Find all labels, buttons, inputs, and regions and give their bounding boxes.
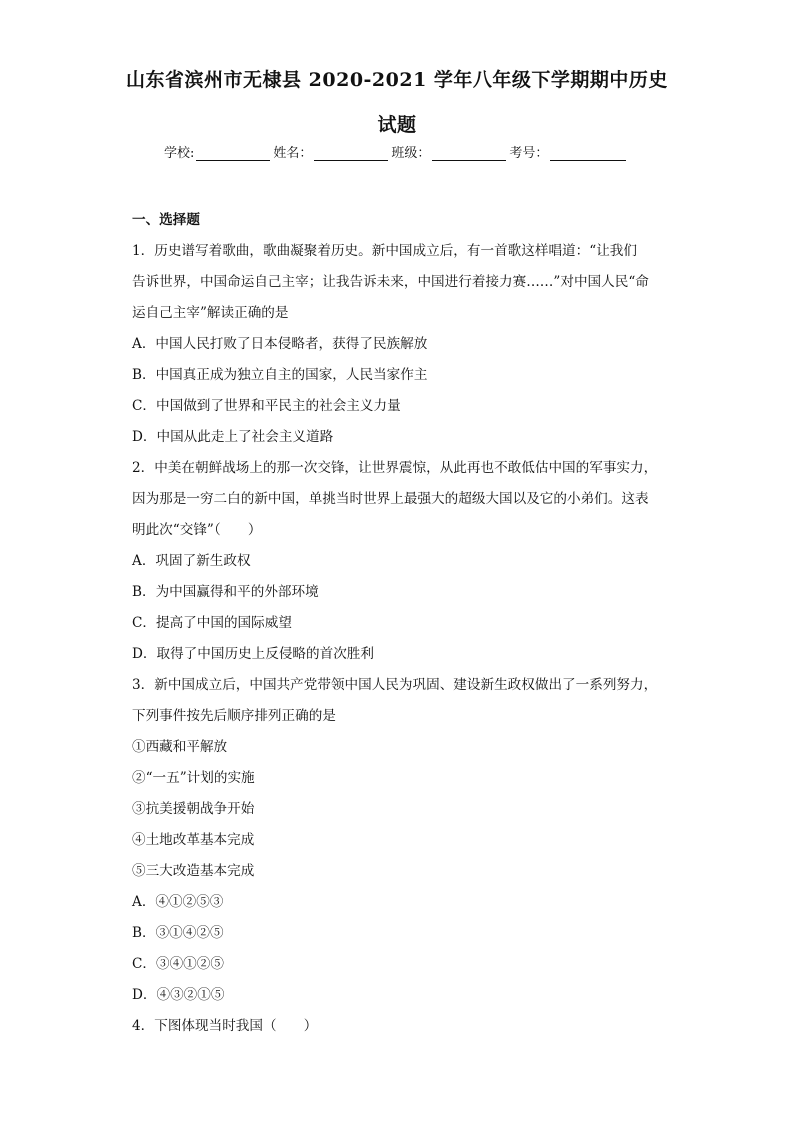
question-1: [132, 236, 672, 453]
question-3-option-b[interactable]: B．③①④②⑤: [132, 925, 224, 941]
question-3-stem-line: 3．新中国成立后，中国共产党带领中国人民为巩固、建设新生政权做出了一系列努力，: [132, 677, 658, 693]
question-3-option-a[interactable]: A．④①②⑤③: [132, 894, 224, 910]
question-1-option-c[interactable]: C．中国做到了世界和平民主的社会主义力量: [132, 398, 401, 414]
question-3-option-d[interactable]: D．④③②①⑤: [132, 987, 225, 1003]
question-4-stem-line: 4．下图体现当时我国（ ）: [132, 1018, 318, 1034]
question-1-stem-line: 1．历史谱写着歌曲，歌曲凝聚着历史。新中国成立后，有一首歌这样唱道：“让我们: [132, 243, 637, 259]
question-1-stem-line: 运自己主宰”解读正确的是: [132, 305, 289, 321]
name-blank[interactable]: [314, 146, 388, 161]
class-blank[interactable]: [432, 146, 506, 161]
question-1-option-b[interactable]: B．中国真正成为独立自主的国家，人民当家作主: [132, 367, 428, 383]
question-3-event-item: ②“一五”计划的实施: [132, 770, 255, 786]
question-3-event-item: ⑤三大改造基本完成: [132, 863, 255, 879]
name-label: 姓名：: [273, 146, 313, 161]
question-2-stem-line: 2．中美在朝鲜战场上的那一次交锋，让世界震惊，从此再也不敢低估中国的军事实力，: [132, 460, 658, 476]
question-2: [132, 453, 672, 670]
question-1-stem-line: 告诉世界，中国命运自己主宰；让我告诉未来，中国进行着接力赛……”对中国人民“命: [132, 274, 649, 290]
question-3-stem-line: 下列事件按先后顺序排列正确的是: [132, 708, 336, 724]
question-2-option-d[interactable]: D．取得了中国历史上反侵略的首次胜利: [132, 646, 374, 662]
exam-title-line2: 试题: [377, 114, 417, 136]
school-label: 学校:: [164, 146, 195, 161]
section-title: 一、选择题: [132, 212, 200, 228]
question-2-stem-line: 因为那是一穷二白的新中国，单挑当时世界上最强大的超级大国以及它的小弟们。这表: [132, 491, 649, 507]
question-3-option-c[interactable]: C．③④①②⑤: [132, 956, 224, 972]
exam-number-blank[interactable]: [550, 146, 626, 161]
question-1-option-a[interactable]: A．中国人民打败了日本侵略者，获得了民族解放: [132, 336, 428, 352]
question-3-event-item: ①西藏和平解放: [132, 739, 228, 755]
question-3: [132, 670, 672, 1011]
questions-body: [132, 205, 672, 1042]
question-3-event-item: ③抗美援朝战争开始: [132, 801, 255, 817]
question-4: [132, 1011, 672, 1042]
question-2-option-b[interactable]: B．为中国赢得和平的外部环境: [132, 584, 319, 600]
question-3-event-item: ④土地改革基本完成: [132, 832, 255, 848]
class-label: 班级：: [391, 146, 431, 161]
exam-title-line1: 山东省滨州市无棣县 2020-2021 学年八年级下学期期中历史: [126, 69, 668, 91]
school-blank[interactable]: [196, 146, 270, 161]
exam-number-label: 考号：: [509, 146, 549, 161]
question-2-stem-line: 明此次“交锋”（ ）: [132, 522, 262, 538]
student-info-row: [164, 145, 629, 163]
question-1-option-d[interactable]: D．中国从此走上了社会主义道路: [132, 429, 334, 445]
question-2-option-a[interactable]: A．巩固了新生政权: [132, 553, 251, 569]
question-2-option-c[interactable]: C．提高了中国的国际威望: [132, 615, 292, 631]
